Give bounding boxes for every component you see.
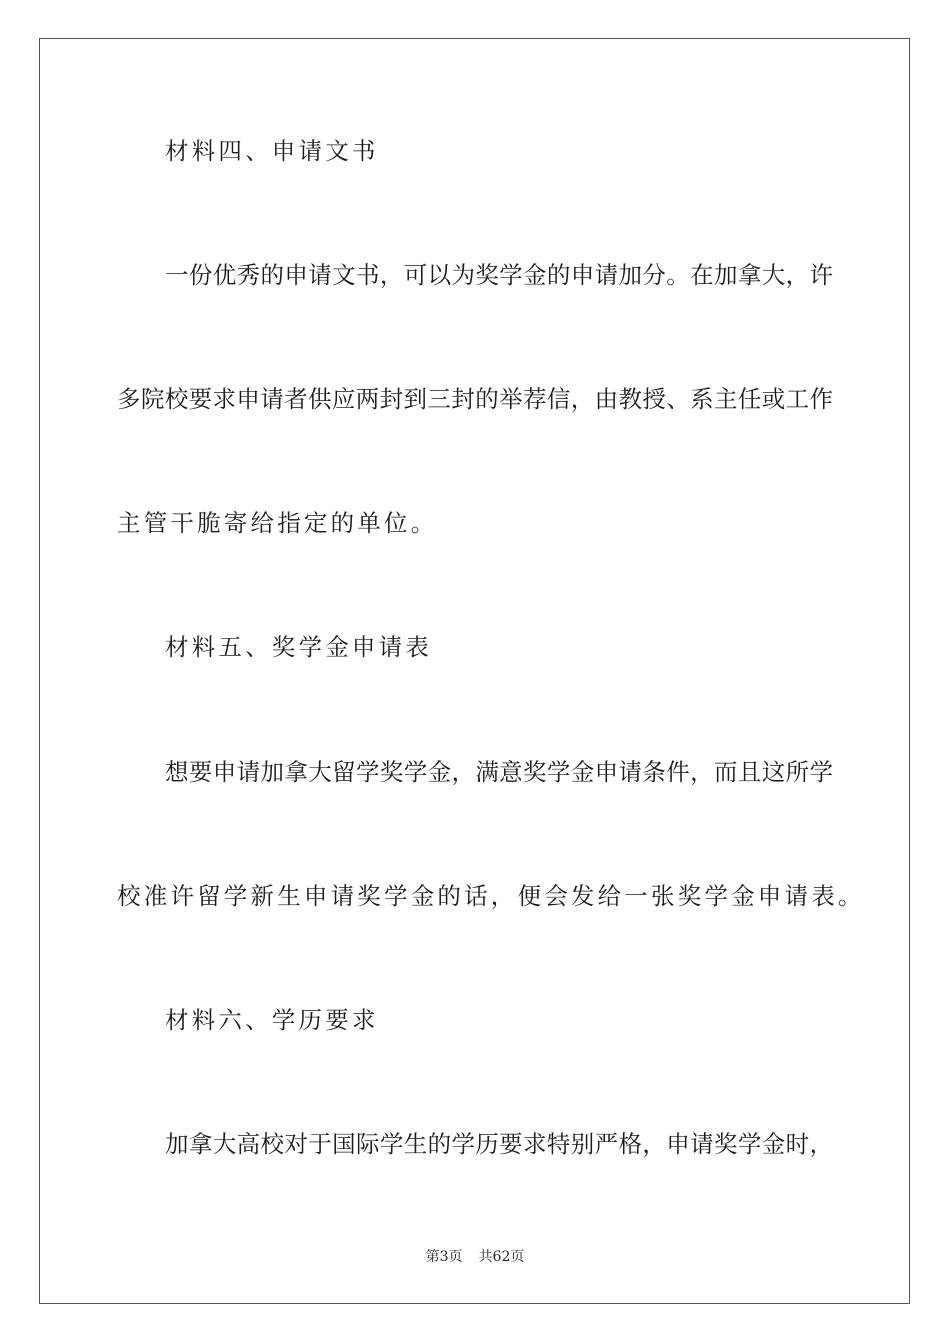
paragraph-line: 多院校要求申请者供应两封到三封的举荐信，由教授、系主任或工作 — [117, 385, 833, 413]
paragraph-line: 主管干脆寄给指定的单位。 — [117, 509, 438, 537]
paragraph-line: 校准许留学新生申请奖学金的话，便会发给一张奖学金申请表。 — [117, 882, 865, 910]
page-footer — [0, 1248, 950, 1266]
page-border — [39, 38, 910, 1304]
heading-material-five: 材料五、奖学金申请表 — [165, 633, 432, 661]
heading-material-six: 材料六、学历要求 — [165, 1006, 379, 1034]
paragraph-line: 加拿大高校对于国际学生的学历要求特别严格，申请奖学金时， — [165, 1130, 833, 1158]
page-number: 第3页 — [425, 1249, 463, 1265]
paragraph-line: 一份优秀的申请文书，可以为奖学金的申请加分。在加拿大，许 — [165, 261, 833, 289]
page-total: 共62页 — [478, 1249, 525, 1265]
heading-material-four: 材料四、申请文书 — [165, 137, 379, 165]
paragraph-line: 想要申请加拿大留学奖学金，满意奖学金申请条件，而且这所学 — [165, 758, 833, 786]
